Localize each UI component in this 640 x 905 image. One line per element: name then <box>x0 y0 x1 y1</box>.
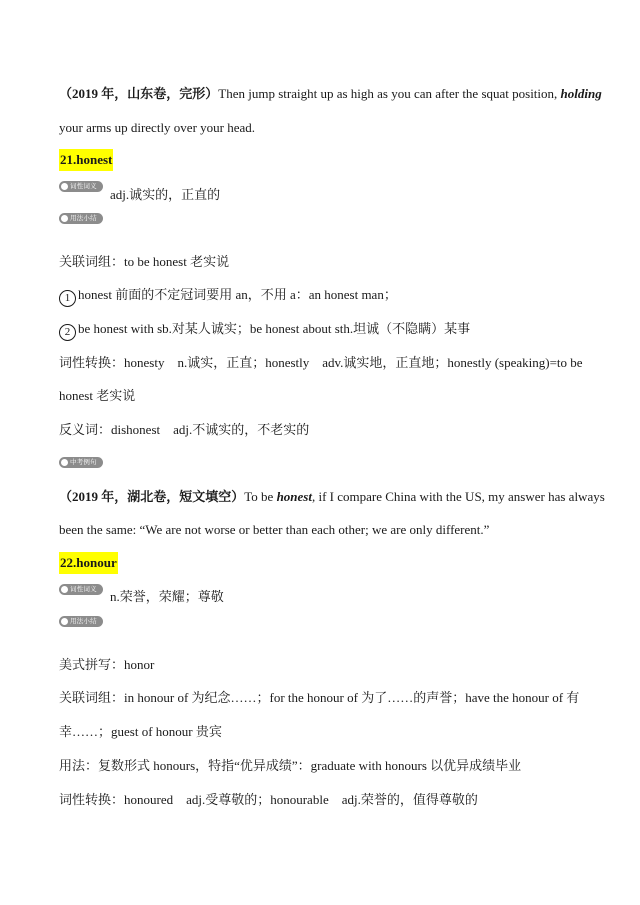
tag-dot-icon <box>61 586 68 593</box>
example-text: Then jump straight up as high as you can after the squat position, <box>218 86 561 101</box>
circled-number-icon: 2 <box>59 324 76 341</box>
example-source: （2019 年，湖北卷，短文填空） <box>59 489 245 504</box>
tag-usage-badge: 用法小结 <box>59 213 103 224</box>
tag-dot-icon <box>61 618 68 625</box>
example-sentence-2: （2019 年，湖北卷，短文填空）To be honest, if I compare China with the US, my answer has always <box>59 489 605 504</box>
example-sentence-1 <box>59 85 600 103</box>
usage-note-1: 1 honest 前面的不定冠词要用 an，不用 a：an honest man； <box>59 286 600 307</box>
word-conversion: 词性转换：honoured adj.受尊敬的；honourable adj.荣誉的，值得尊敬的 <box>59 792 478 807</box>
circled-number-icon: 1 <box>59 290 76 307</box>
word-conversion: 词性转换：honesty n.诚实，正直；honestly adv.诚实地，正直地；honestly (speaking)=to be <box>59 355 583 370</box>
headword-honest: 21.honest <box>59 149 113 171</box>
example-keyword: honest <box>276 489 312 504</box>
tag-meaning-badge: 词性词义 <box>59 584 103 595</box>
example-source: （2019 年，山东卷，完形） <box>59 86 219 101</box>
tag-dot-icon <box>61 183 68 190</box>
meaning-honour: n.荣誉，荣耀；尊敬 <box>110 589 224 604</box>
tag-meaning-badge: 词性词义 <box>59 181 103 192</box>
tag-usage-badge: 用法小结 <box>59 616 103 627</box>
related-phrases: 关联词组：in honour of 为纪念……；for the honour of 为了……的声誉；have the honour of 有 <box>59 690 580 705</box>
example-keyword: holding <box>560 86 602 101</box>
usage-note: 用法：复数形式 honours，特指“优异成绩”：graduate with honours 以优异成绩毕业 <box>59 758 522 773</box>
tag-exam-badge: 中考例句 <box>59 457 103 468</box>
tag-dot-icon <box>61 215 68 222</box>
related-phrases: 关联词组：to be honest 老实说 <box>59 254 230 269</box>
american-spelling: 美式拼写：honor <box>59 657 155 672</box>
tag-dot-icon <box>61 459 68 466</box>
example-sentence-1-continued: your arms up directly over your head. <box>59 120 256 135</box>
related-phrases-continued: 幸……；guest of honour 贵宾 <box>59 724 222 739</box>
usage-note-2: 2 be honest with sb.对某人诚实；be honest about sth.坦诚（不隐瞒）某事 <box>59 320 600 341</box>
meaning-honest: adj.诚实的，正直的 <box>110 187 221 202</box>
example-sentence-2-continued: been the same: “We are not worse or better than each other; we are only different.” <box>59 522 490 537</box>
antonym: 反义词：dishonest adj.不诚实的，不老实的 <box>59 422 310 437</box>
headword-honour: 22.honour <box>59 552 118 574</box>
word-conversion-continued: honest 老实说 <box>59 388 136 403</box>
